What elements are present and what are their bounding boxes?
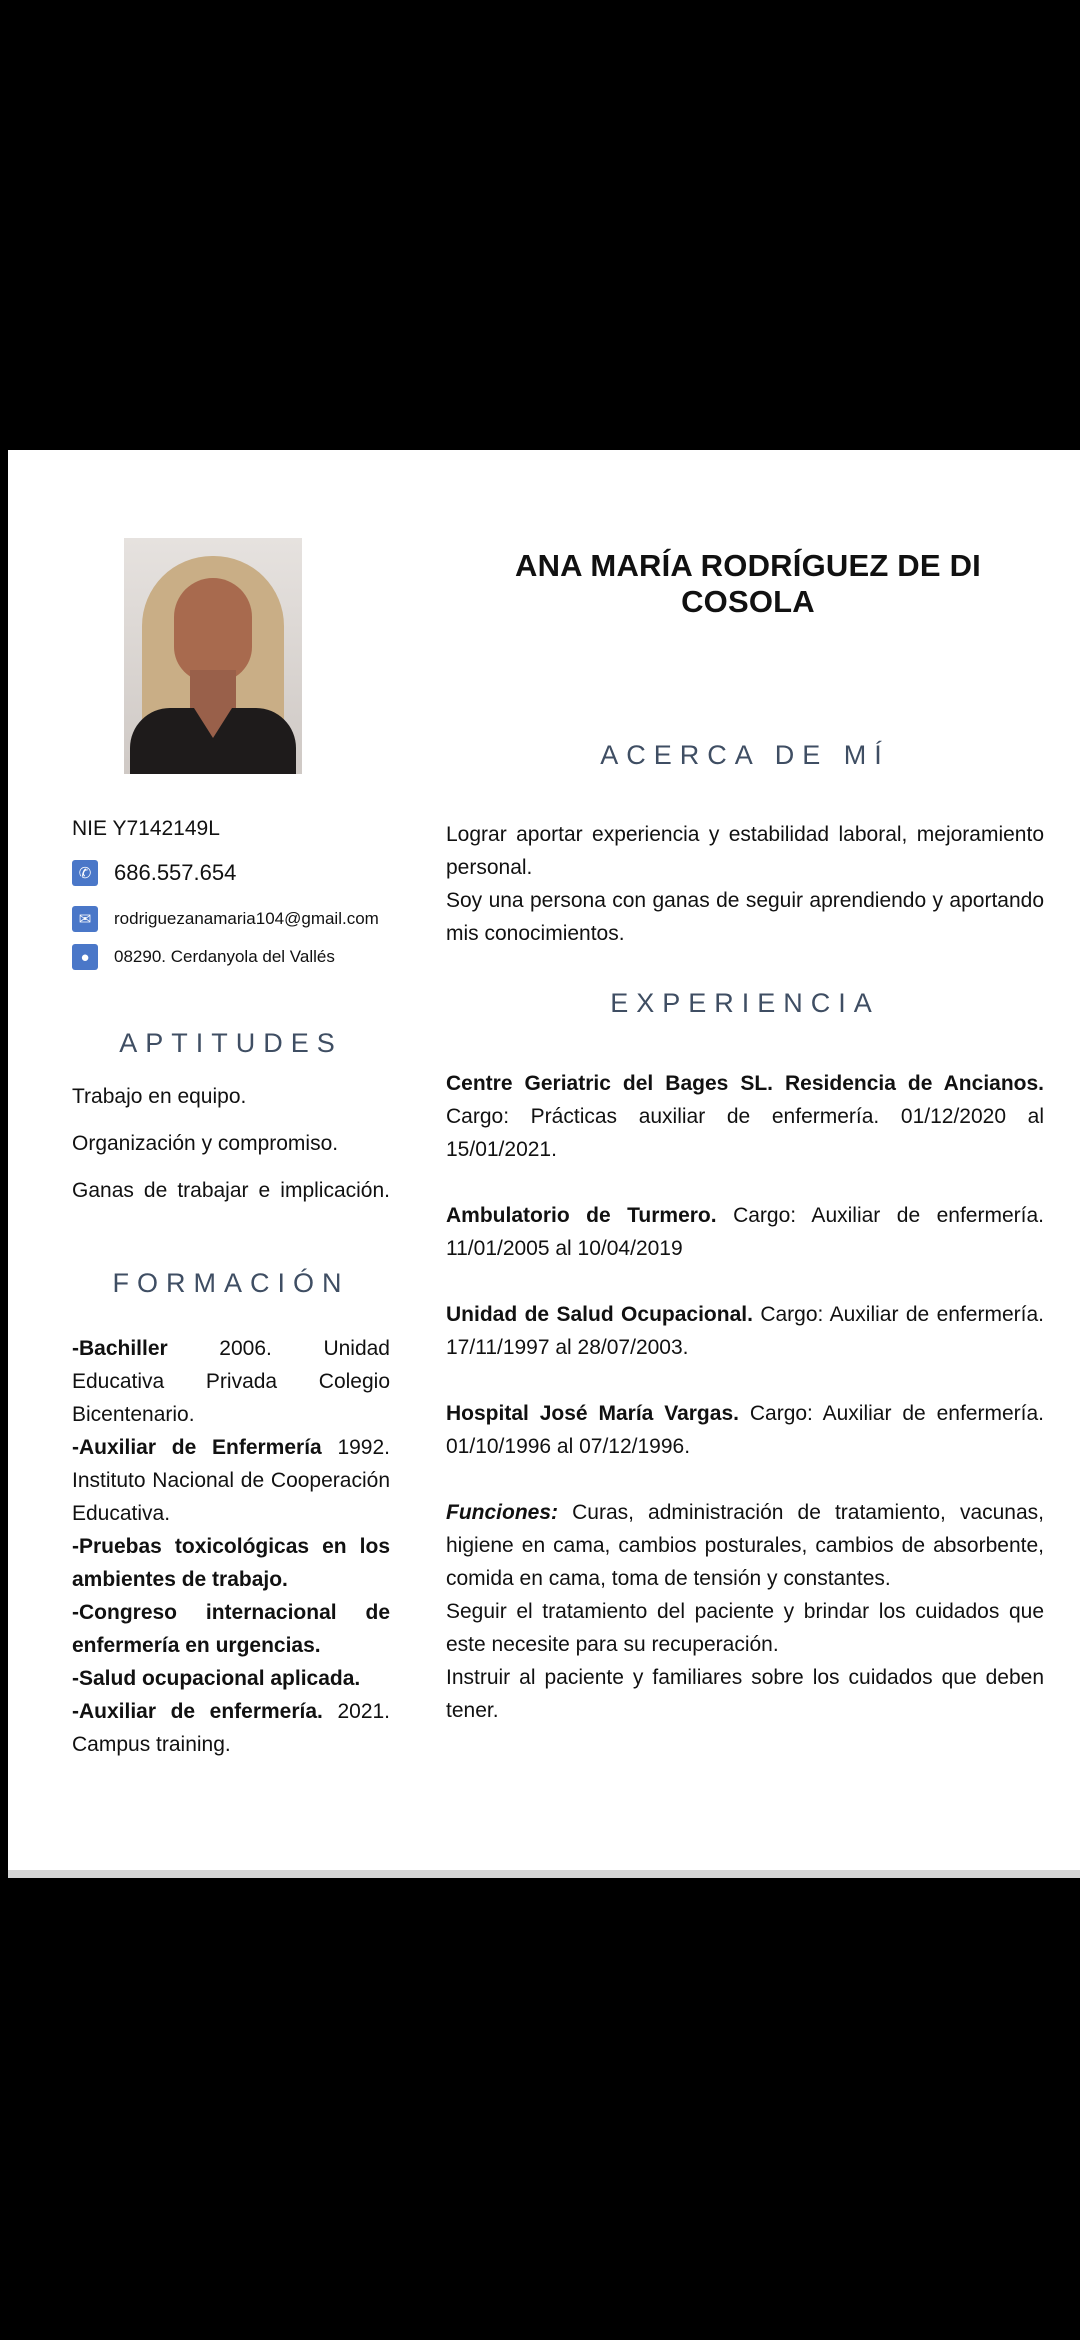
cv-page xyxy=(8,450,1080,1878)
funciones-paragraph: Instruir al paciente y familiares sobre los cuidados que deben tener. xyxy=(446,1666,1044,1722)
aptitude-item: Ganas de trabajar e implicación. xyxy=(72,1179,390,1202)
address-text: 08290. Cerdanyola del Vallés xyxy=(114,947,335,967)
job-entry: Centre Geriatric del Bages SL. Residencia de Ancianos. Cargo: Prácticas auxiliar de enfermería. 01/12/2020 al 15/01/2021. xyxy=(446,1072,1044,1161)
aptitudes-title: APTITUDES xyxy=(119,1028,343,1058)
acerca-paragraph: Lograr aportar experiencia y estabilidad laboral, mejoramiento personal. xyxy=(446,823,1044,879)
address-row xyxy=(72,944,335,970)
phone-text: 686.557.654 xyxy=(114,860,237,885)
formacion-item: -Salud ocupacional aplicada. xyxy=(72,1667,361,1690)
acerca-paragraph: Soy una persona con ganas de seguir aprendiendo y aportando mis conocimientos. xyxy=(446,889,1044,945)
formacion-title: FORMACIÓN xyxy=(112,1268,350,1298)
candidate-name: ANA MARÍA RODRÍGUEZ DE DI COSOLA xyxy=(515,548,981,619)
experiencia-title: EXPERIENCIA xyxy=(610,988,880,1018)
formacion-item: -Congreso internacional de enfermería en urgencias. xyxy=(72,1601,390,1657)
aptitudes-list xyxy=(72,1080,390,1207)
aptitude-item: Organización y compromiso. xyxy=(72,1132,339,1155)
formacion-list xyxy=(72,1332,390,1761)
acerca-text xyxy=(446,818,1044,950)
phone-row xyxy=(72,860,236,886)
formacion-item: -Bachiller 2006. Unidad Educativa Privada Colegio Bicentenario. xyxy=(72,1337,390,1426)
funciones-paragraph: Seguir el tratamiento del paciente y brindar los cuidados que este necesite para su recuperación. xyxy=(446,1600,1044,1656)
acerca-title: ACERCA DE MÍ xyxy=(600,740,890,770)
nie-text: NIE Y7142149L xyxy=(72,817,220,840)
email-text: rodriguezanamaria104@gmail.com xyxy=(114,909,379,929)
job-entry: Unidad de Salud Ocupacional. Cargo: Auxiliar de enfermería. 17/11/1997 al 28/07/2003. xyxy=(446,1303,1044,1359)
location-pin-icon: ● xyxy=(72,944,98,970)
job-entry: Hospital José María Vargas. Cargo: Auxiliar de enfermería. 01/10/1996 al 07/12/1996. xyxy=(446,1402,1044,1458)
job-entry: Ambulatorio de Turmero. Cargo: Auxiliar de enfermería. 11/01/2005 al 10/04/2019 xyxy=(446,1204,1044,1260)
formacion-item: -Auxiliar de Enfermería 1992. Instituto Nacional de Cooperación Educativa. xyxy=(72,1436,391,1525)
email-row xyxy=(72,906,379,932)
aptitude-item: Trabajo en equipo. xyxy=(72,1085,247,1108)
funciones-paragraph: Funciones: Curas, administración de tratamiento, vacunas, higiene en cama, cambios posturales, cambios de absorbente, comida en cama, toma de tensión y constantes. xyxy=(446,1501,1044,1590)
phone-icon: ✆ xyxy=(72,860,98,886)
experiencia-list xyxy=(446,1067,1044,1727)
envelope-icon: ✉ xyxy=(72,906,98,932)
profile-photo xyxy=(124,538,302,774)
formacion-item: -Auxiliar de enfermería. 2021. Campus training. xyxy=(72,1700,391,1756)
formacion-item: -Pruebas toxicológicas en los ambientes de trabajo. xyxy=(72,1535,390,1591)
